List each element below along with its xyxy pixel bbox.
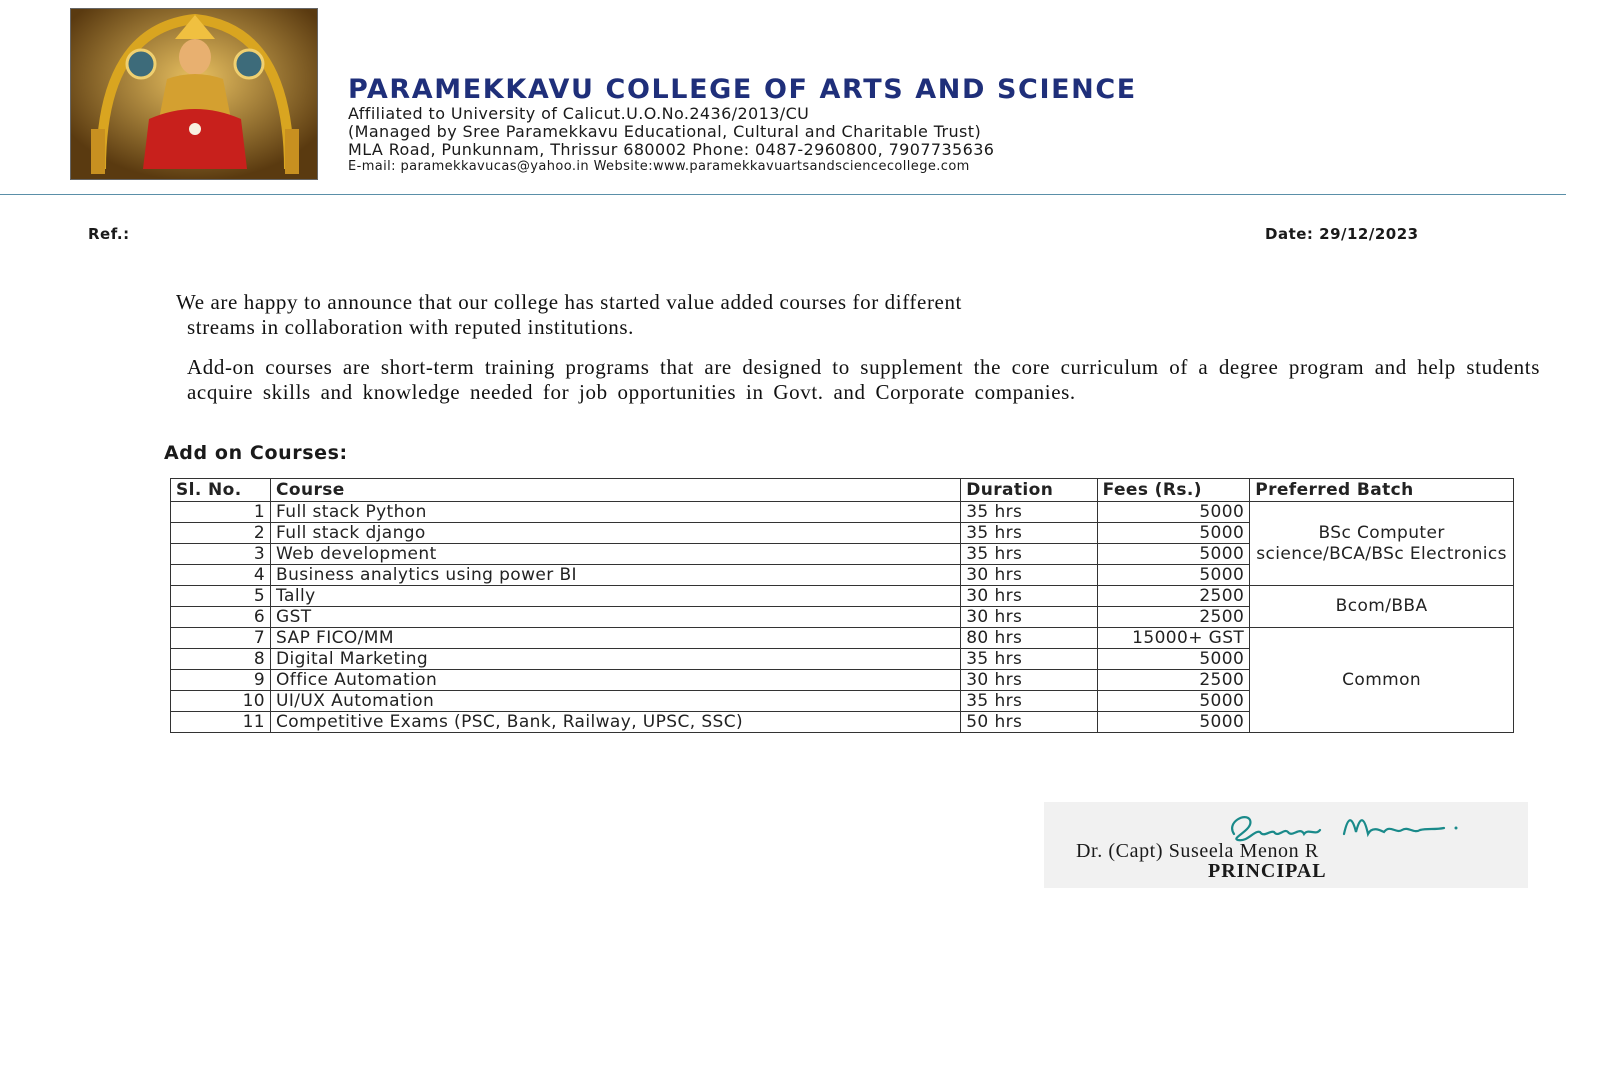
- table-header-row: [171, 479, 1514, 502]
- cell-sl-no: 5: [171, 586, 271, 607]
- cell-duration: 30 hrs: [961, 565, 1097, 586]
- intro-line-1: We are happy to announce that our college has started value added courses for different: [176, 290, 962, 314]
- handwritten-signature: [1224, 808, 1484, 844]
- addon-description-paragraph: Add-on courses are short-term training programs that are designed to supplement the core curriculum of a degree program and help students acquire skills and knowledge needed for job opportunities in Govt. and Corporate companies.: [187, 355, 1540, 404]
- cell-fees: 5000: [1097, 691, 1250, 712]
- college-name: PARAMEKKAVU COLLEGE OF ARTS AND SCIENCE: [348, 74, 1137, 105]
- cell-duration: 30 hrs: [961, 586, 1097, 607]
- cell-duration: 35 hrs: [961, 523, 1097, 544]
- cell-course: GST: [271, 607, 961, 628]
- cell-fees: 5000: [1097, 523, 1250, 544]
- col-header-fees: Fees (Rs.): [1097, 479, 1250, 502]
- table-row: [171, 586, 1514, 607]
- cell-fees: 2500: [1097, 607, 1250, 628]
- cell-fees: 5000: [1097, 565, 1250, 586]
- cell-duration: 80 hrs: [961, 628, 1097, 649]
- col-header-sl-no: Sl. No.: [171, 479, 271, 502]
- cell-duration: 30 hrs: [961, 607, 1097, 628]
- cell-fees: 2500: [1097, 670, 1250, 691]
- management-line: (Managed by Sree Paramekkavu Educational, Cultural and Charitable Trust): [348, 122, 982, 141]
- cell-fees: 5000: [1097, 649, 1250, 670]
- cell-course: Full stack Python: [271, 502, 961, 523]
- cell-sl-no: 1: [171, 502, 271, 523]
- cell-course: Full stack django: [271, 523, 961, 544]
- cell-duration: 35 hrs: [961, 544, 1097, 565]
- affiliation-line: Affiliated to University of Calicut.U.O.No.2436/2013/CU: [348, 104, 810, 123]
- cell-course: SAP FICO/MM: [271, 628, 961, 649]
- col-header-duration: Duration: [961, 479, 1097, 502]
- cell-fees: 5000: [1097, 502, 1250, 523]
- cell-duration: 35 hrs: [961, 691, 1097, 712]
- letter-date: Date: 29/12/2023: [1265, 225, 1419, 243]
- cell-sl-no: 10: [171, 691, 271, 712]
- section-title: Add on Courses:: [164, 442, 348, 464]
- table-row: [171, 628, 1514, 649]
- cell-sl-no: 3: [171, 544, 271, 565]
- signature-block: [1044, 802, 1528, 888]
- cell-course: Tally: [271, 586, 961, 607]
- cell-sl-no: 8: [171, 649, 271, 670]
- cell-course: Competitive Exams (PSC, Bank, Railway, UPSC, SSC): [271, 712, 961, 733]
- col-header-preferred-batch: Preferred Batch: [1250, 479, 1514, 502]
- cell-duration: 35 hrs: [961, 502, 1097, 523]
- intro-paragraph: [176, 290, 1446, 340]
- cell-course: Business analytics using power BI: [271, 565, 961, 586]
- cell-fees: 2500: [1097, 586, 1250, 607]
- address-phone-line: MLA Road, Punkunnam, Thrissur 680002 Phone: 0487-2960800, 7907735636: [348, 140, 995, 159]
- cell-sl-no: 7: [171, 628, 271, 649]
- courses-table: [170, 478, 1514, 733]
- cell-duration: 35 hrs: [961, 649, 1097, 670]
- cell-course: UI/UX Automation: [271, 691, 961, 712]
- cell-fees: 5000: [1097, 544, 1250, 565]
- cell-sl-no: 9: [171, 670, 271, 691]
- cell-course: Web development: [271, 544, 961, 565]
- cell-sl-no: 4: [171, 565, 271, 586]
- table-row: [171, 502, 1514, 523]
- cell-sl-no: 2: [171, 523, 271, 544]
- college-emblem-image: [70, 8, 318, 180]
- cell-batch-cs: BSc Computer science/BCA/BSc Electronics: [1250, 502, 1514, 586]
- cell-sl-no: 11: [171, 712, 271, 733]
- cell-duration: 50 hrs: [961, 712, 1097, 733]
- cell-course: Office Automation: [271, 670, 961, 691]
- ref-label: Ref.:: [88, 225, 130, 243]
- cell-fees: 15000+ GST: [1097, 628, 1250, 649]
- cell-course: Digital Marketing: [271, 649, 961, 670]
- cell-duration: 30 hrs: [961, 670, 1097, 691]
- cell-batch-commerce: Bcom/BBA: [1250, 586, 1514, 628]
- email-website-line: E-mail: paramekkavucas@yahoo.in Website:www.paramekkavuartsandsciencecollege.com: [348, 159, 970, 174]
- cell-batch-common: Common: [1250, 628, 1514, 733]
- header-divider: [0, 194, 1566, 195]
- intro-line-2: streams in collaboration with reputed institutions.: [187, 315, 635, 339]
- cell-sl-no: 6: [171, 607, 271, 628]
- cell-fees: 5000: [1097, 712, 1250, 733]
- principal-title: PRINCIPAL: [1208, 860, 1327, 882]
- principal-name: Dr. (Capt) Suseela Menon R: [1076, 840, 1319, 862]
- col-header-course: Course: [271, 479, 961, 502]
